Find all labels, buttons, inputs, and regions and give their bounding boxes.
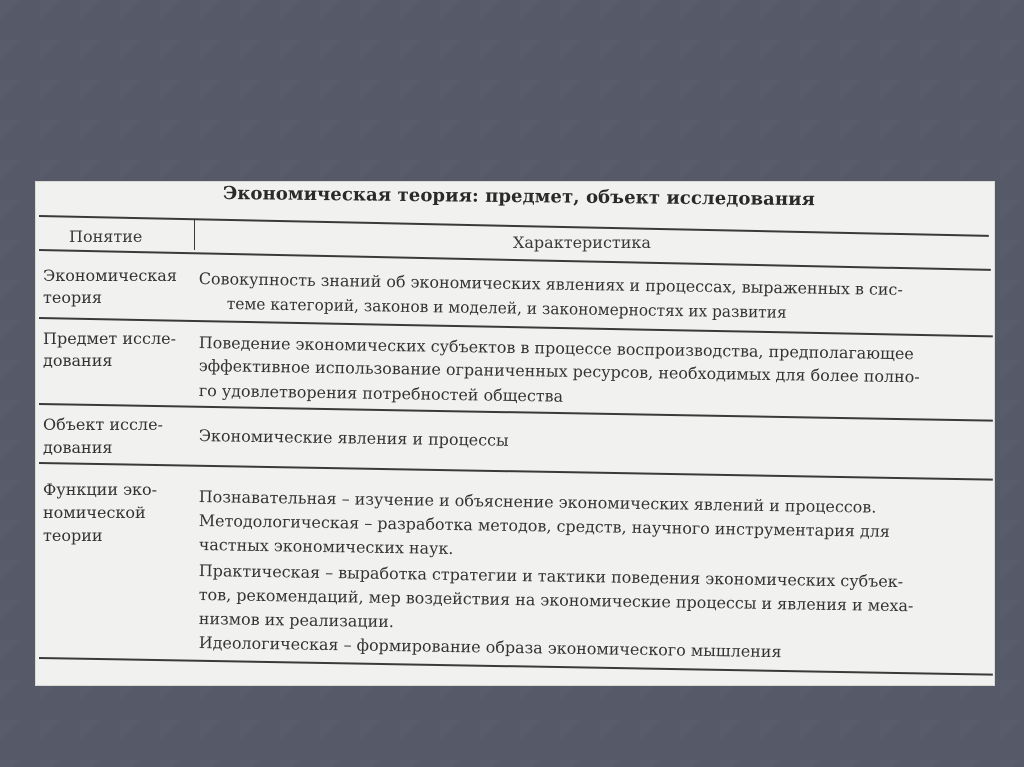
row-concept-line: дования xyxy=(43,351,113,370)
row-description-line: Совокупность знаний об экономических явлениях и процессах, выраженных в сис- xyxy=(198,268,903,300)
scanned-table-image xyxy=(35,181,995,686)
row-description-line: Экономические явления и процессы xyxy=(198,425,509,450)
row-description-line: низмов их реализации. xyxy=(198,608,395,632)
row-description-line: теме категорий, законов и моделей, и закономерностях их развития xyxy=(226,293,787,322)
row-description-line: частных экономических наук. xyxy=(198,534,454,558)
row-concept-line: Функции эко- xyxy=(43,480,158,499)
row-concept-line: теория xyxy=(43,288,102,307)
rule-row-3 xyxy=(39,462,993,481)
row-description-line: Идеологическая – формирование образа экономического мышления xyxy=(198,632,782,662)
row-concept-line: Экономическая xyxy=(43,266,177,285)
table-title: Экономическая теория: предмет, объект исследования xyxy=(222,183,816,211)
row-description-line: тов, рекомендаций, мер воздействия на экономические процессы и явления и меха- xyxy=(198,584,914,616)
row-description-line: эффективное использование ограниченных ресурсов, необходимых для более полно- xyxy=(198,355,920,387)
row-concept-line: Объект иссле- xyxy=(43,415,163,434)
row-description-line: Поведение экономических субъектов в процессе воспроизводства, предполагающее xyxy=(198,332,914,364)
row-description-line: Методологическая – разработка методов, средств, научного инструментария для xyxy=(198,510,891,541)
header-concept: Понятие xyxy=(69,227,143,246)
row-concept-line: теории xyxy=(43,526,103,545)
row-concept-line: Предмет иссле- xyxy=(43,329,176,348)
header-characteristic: Характеристика xyxy=(513,233,651,252)
row-description-line: Познавательная – изучение и объяснение экономических явлений и процессов. xyxy=(198,486,877,517)
row-concept-line: дования xyxy=(43,438,113,457)
row-description-line: го удовлетворения потребностей общества xyxy=(198,380,564,406)
row-description-line: Практическая – выработка стратегии и тактики поведения экономических субъек- xyxy=(198,560,904,592)
row-concept-line: номической xyxy=(43,503,146,522)
header-column-divider xyxy=(194,219,195,250)
